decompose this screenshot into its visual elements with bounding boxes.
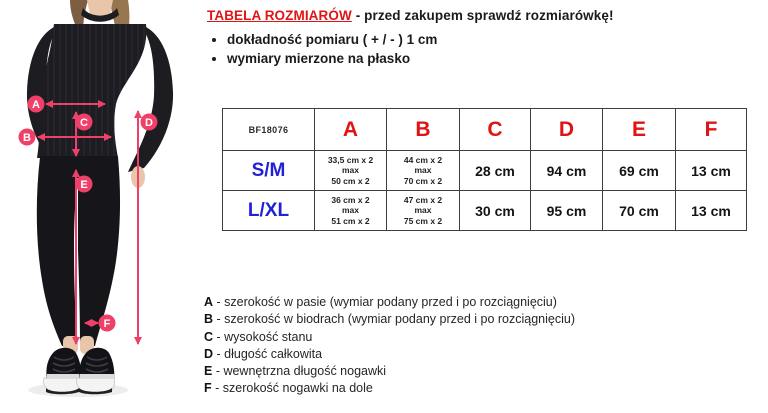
measurement-cell-b: 44 cm x 2 max 70 cm x 2 bbox=[387, 151, 460, 191]
measurement-cell-d: 94 cm bbox=[531, 151, 603, 191]
measurement-cell-e: 70 cm bbox=[603, 191, 676, 231]
svg-text:E: E bbox=[80, 179, 88, 191]
legend-line-b: B - szerokość w biodrach (wymiar podany przed i po rozciągnięciu) bbox=[204, 312, 575, 327]
column-header-c: C bbox=[460, 109, 531, 151]
measurement-cell-e: 69 cm bbox=[603, 151, 676, 191]
legend-line-a: A - szerokość w pasie (wymiar podany przed i po rozciągnięciu) bbox=[204, 295, 557, 309]
note-flat-measure: • wymiary mierzone na płasko bbox=[227, 49, 747, 68]
model-sneakers bbox=[44, 348, 115, 394]
measurement-cell-c: 30 cm bbox=[460, 191, 531, 231]
size-label: L/XL bbox=[223, 191, 315, 231]
svg-text:B: B bbox=[23, 132, 31, 144]
legend-line-f: F - szerokość nogawki na dole bbox=[204, 381, 373, 396]
note-accuracy: • dokładność pomiaru ( + / - ) 1 cm bbox=[227, 30, 747, 49]
size-label: S/M bbox=[223, 151, 315, 191]
header bbox=[207, 8, 747, 68]
measurement-cell-c: 28 cm bbox=[460, 151, 531, 191]
table-header-row bbox=[223, 109, 747, 151]
size-row-l-xl bbox=[223, 191, 747, 231]
size-row-s-m bbox=[223, 151, 747, 191]
page-title bbox=[207, 8, 747, 23]
column-header-e: E bbox=[603, 109, 676, 151]
notes-list bbox=[227, 30, 747, 68]
measurement-cell-f: 13 cm bbox=[676, 191, 747, 231]
svg-text:F: F bbox=[103, 318, 111, 330]
legend-line-c: C - wysokość stanu bbox=[204, 329, 313, 344]
measurement-legend bbox=[204, 294, 575, 398]
marker-badge-f bbox=[99, 315, 116, 332]
svg-text:D: D bbox=[145, 117, 153, 129]
marker-badge-c bbox=[76, 114, 93, 131]
model-sweater bbox=[27, 8, 173, 172]
marker-badge-a bbox=[28, 96, 45, 113]
measurement-cell-b: 47 cm x 2 max 75 cm x 2 bbox=[387, 191, 460, 231]
svg-text:C: C bbox=[80, 117, 88, 129]
model-neck bbox=[87, 0, 113, 15]
page-title-main: TABELA ROZMIARÓW bbox=[207, 8, 352, 23]
legend-line-d: D - długość całkowita bbox=[204, 346, 323, 361]
model-measurement-figure bbox=[0, 0, 200, 413]
column-header-d: D bbox=[531, 109, 603, 151]
marker-badge-e bbox=[76, 176, 93, 193]
page-title-suffix: - przed zakupem sprawdź rozmiarówkę! bbox=[355, 8, 614, 23]
column-header-f: F bbox=[676, 109, 747, 151]
column-header-a: A bbox=[315, 109, 387, 151]
product-code: BF18076 bbox=[223, 109, 315, 151]
marker-badge-d bbox=[141, 114, 158, 131]
size-table bbox=[222, 108, 747, 231]
measurement-cell-a: 36 cm x 2 max 51 cm x 2 bbox=[315, 191, 387, 231]
measurement-cell-a: 33,5 cm x 2 max 50 cm x 2 bbox=[315, 151, 387, 191]
svg-text:A: A bbox=[32, 99, 40, 111]
marker-badge-b bbox=[19, 129, 36, 146]
column-header-b: B bbox=[387, 109, 460, 151]
measurement-cell-f: 13 cm bbox=[676, 151, 747, 191]
measurement-cell-d: 95 cm bbox=[531, 191, 603, 231]
legend-line-e: E - wewnętrzna długość nogawki bbox=[204, 364, 387, 379]
